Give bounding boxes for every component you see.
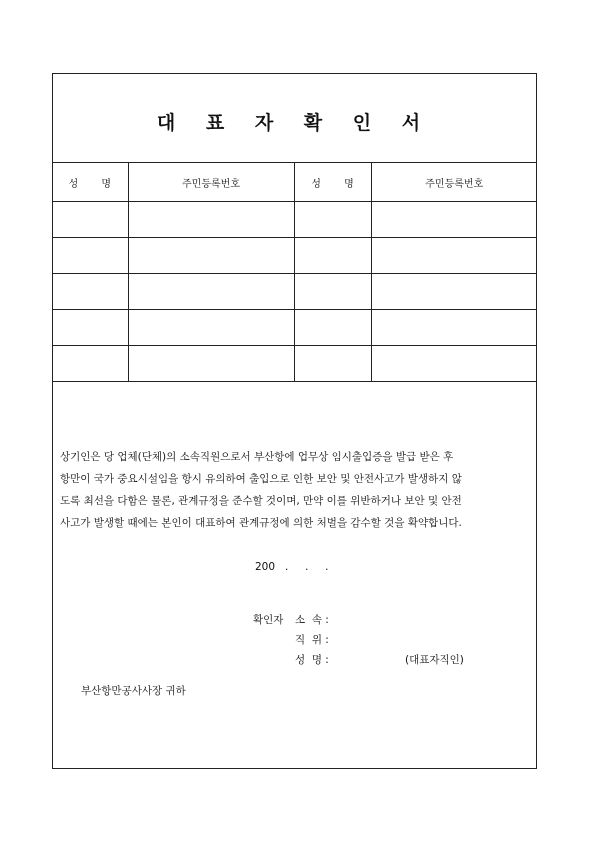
- name-cell[interactable]: [52, 274, 128, 310]
- table-row: [52, 346, 537, 382]
- name-cell[interactable]: [294, 310, 371, 346]
- header-name-2: 성 명: [294, 163, 371, 202]
- pledge-line: 사고가 발생할 때에는 본인이 대표하여 관계규정에 의한 처벌을 감수할 것을 확약합니다.: [60, 517, 462, 529]
- table-header-row: [52, 163, 537, 202]
- table-row: [52, 310, 537, 346]
- header-id-number-1: 주민등록번호: [128, 163, 294, 202]
- name-cell[interactable]: [294, 202, 371, 238]
- position-label: 직 위 :: [295, 634, 329, 646]
- pledge-paragraph: [60, 446, 530, 534]
- id-number-cell[interactable]: [128, 238, 294, 274]
- name-cell[interactable]: [294, 274, 371, 310]
- id-number-cell[interactable]: [371, 274, 537, 310]
- header-id-number-2: 주민등록번호: [371, 163, 537, 202]
- id-number-cell[interactable]: [128, 310, 294, 346]
- name-cell[interactable]: [52, 202, 128, 238]
- header-name-1: 성 명: [52, 163, 128, 202]
- name-cell[interactable]: [294, 238, 371, 274]
- id-number-cell[interactable]: [128, 274, 294, 310]
- name-cell[interactable]: [52, 310, 128, 346]
- name-cell[interactable]: [52, 238, 128, 274]
- table-row: [52, 202, 537, 238]
- personnel-table: [52, 162, 537, 382]
- addressee: 부산항만공사사장 귀하: [81, 685, 186, 697]
- representative-seal-note: (대표자직인): [405, 654, 464, 666]
- confirmer-label: 확인자: [253, 614, 284, 626]
- form-title: 대 표 자 확 인 서: [156, 112, 433, 134]
- id-number-cell[interactable]: [128, 202, 294, 238]
- id-number-cell[interactable]: [371, 238, 537, 274]
- table-row: [52, 238, 537, 274]
- id-number-cell[interactable]: [371, 310, 537, 346]
- table-row: [52, 274, 537, 310]
- pledge-line: 항만이 국가 중요시설임을 항시 유의하여 출입으로 인한 보안 및 안전사고가 발생하지 않: [60, 473, 462, 485]
- affiliation-label: 소 속 :: [295, 614, 329, 626]
- confirmation-form: [52, 73, 537, 769]
- id-number-cell[interactable]: [128, 346, 294, 382]
- name-cell[interactable]: [52, 346, 128, 382]
- date-line[interactable]: 200 . . .: [255, 561, 329, 573]
- pledge-line: 도록 최선을 다함은 물론, 관계규정을 준수할 것이며, 만약 이를 위반하거나 보안 및 안전: [60, 495, 462, 507]
- pledge-line: 상기인은 당 업체(단체)의 소속직원으로서 부산항에 업무상 임시출입증을 발급 받은 후: [60, 451, 454, 463]
- id-number-cell[interactable]: [371, 346, 537, 382]
- name-cell[interactable]: [294, 346, 371, 382]
- name-label: 성 명 :: [295, 654, 329, 666]
- id-number-cell[interactable]: [371, 202, 537, 238]
